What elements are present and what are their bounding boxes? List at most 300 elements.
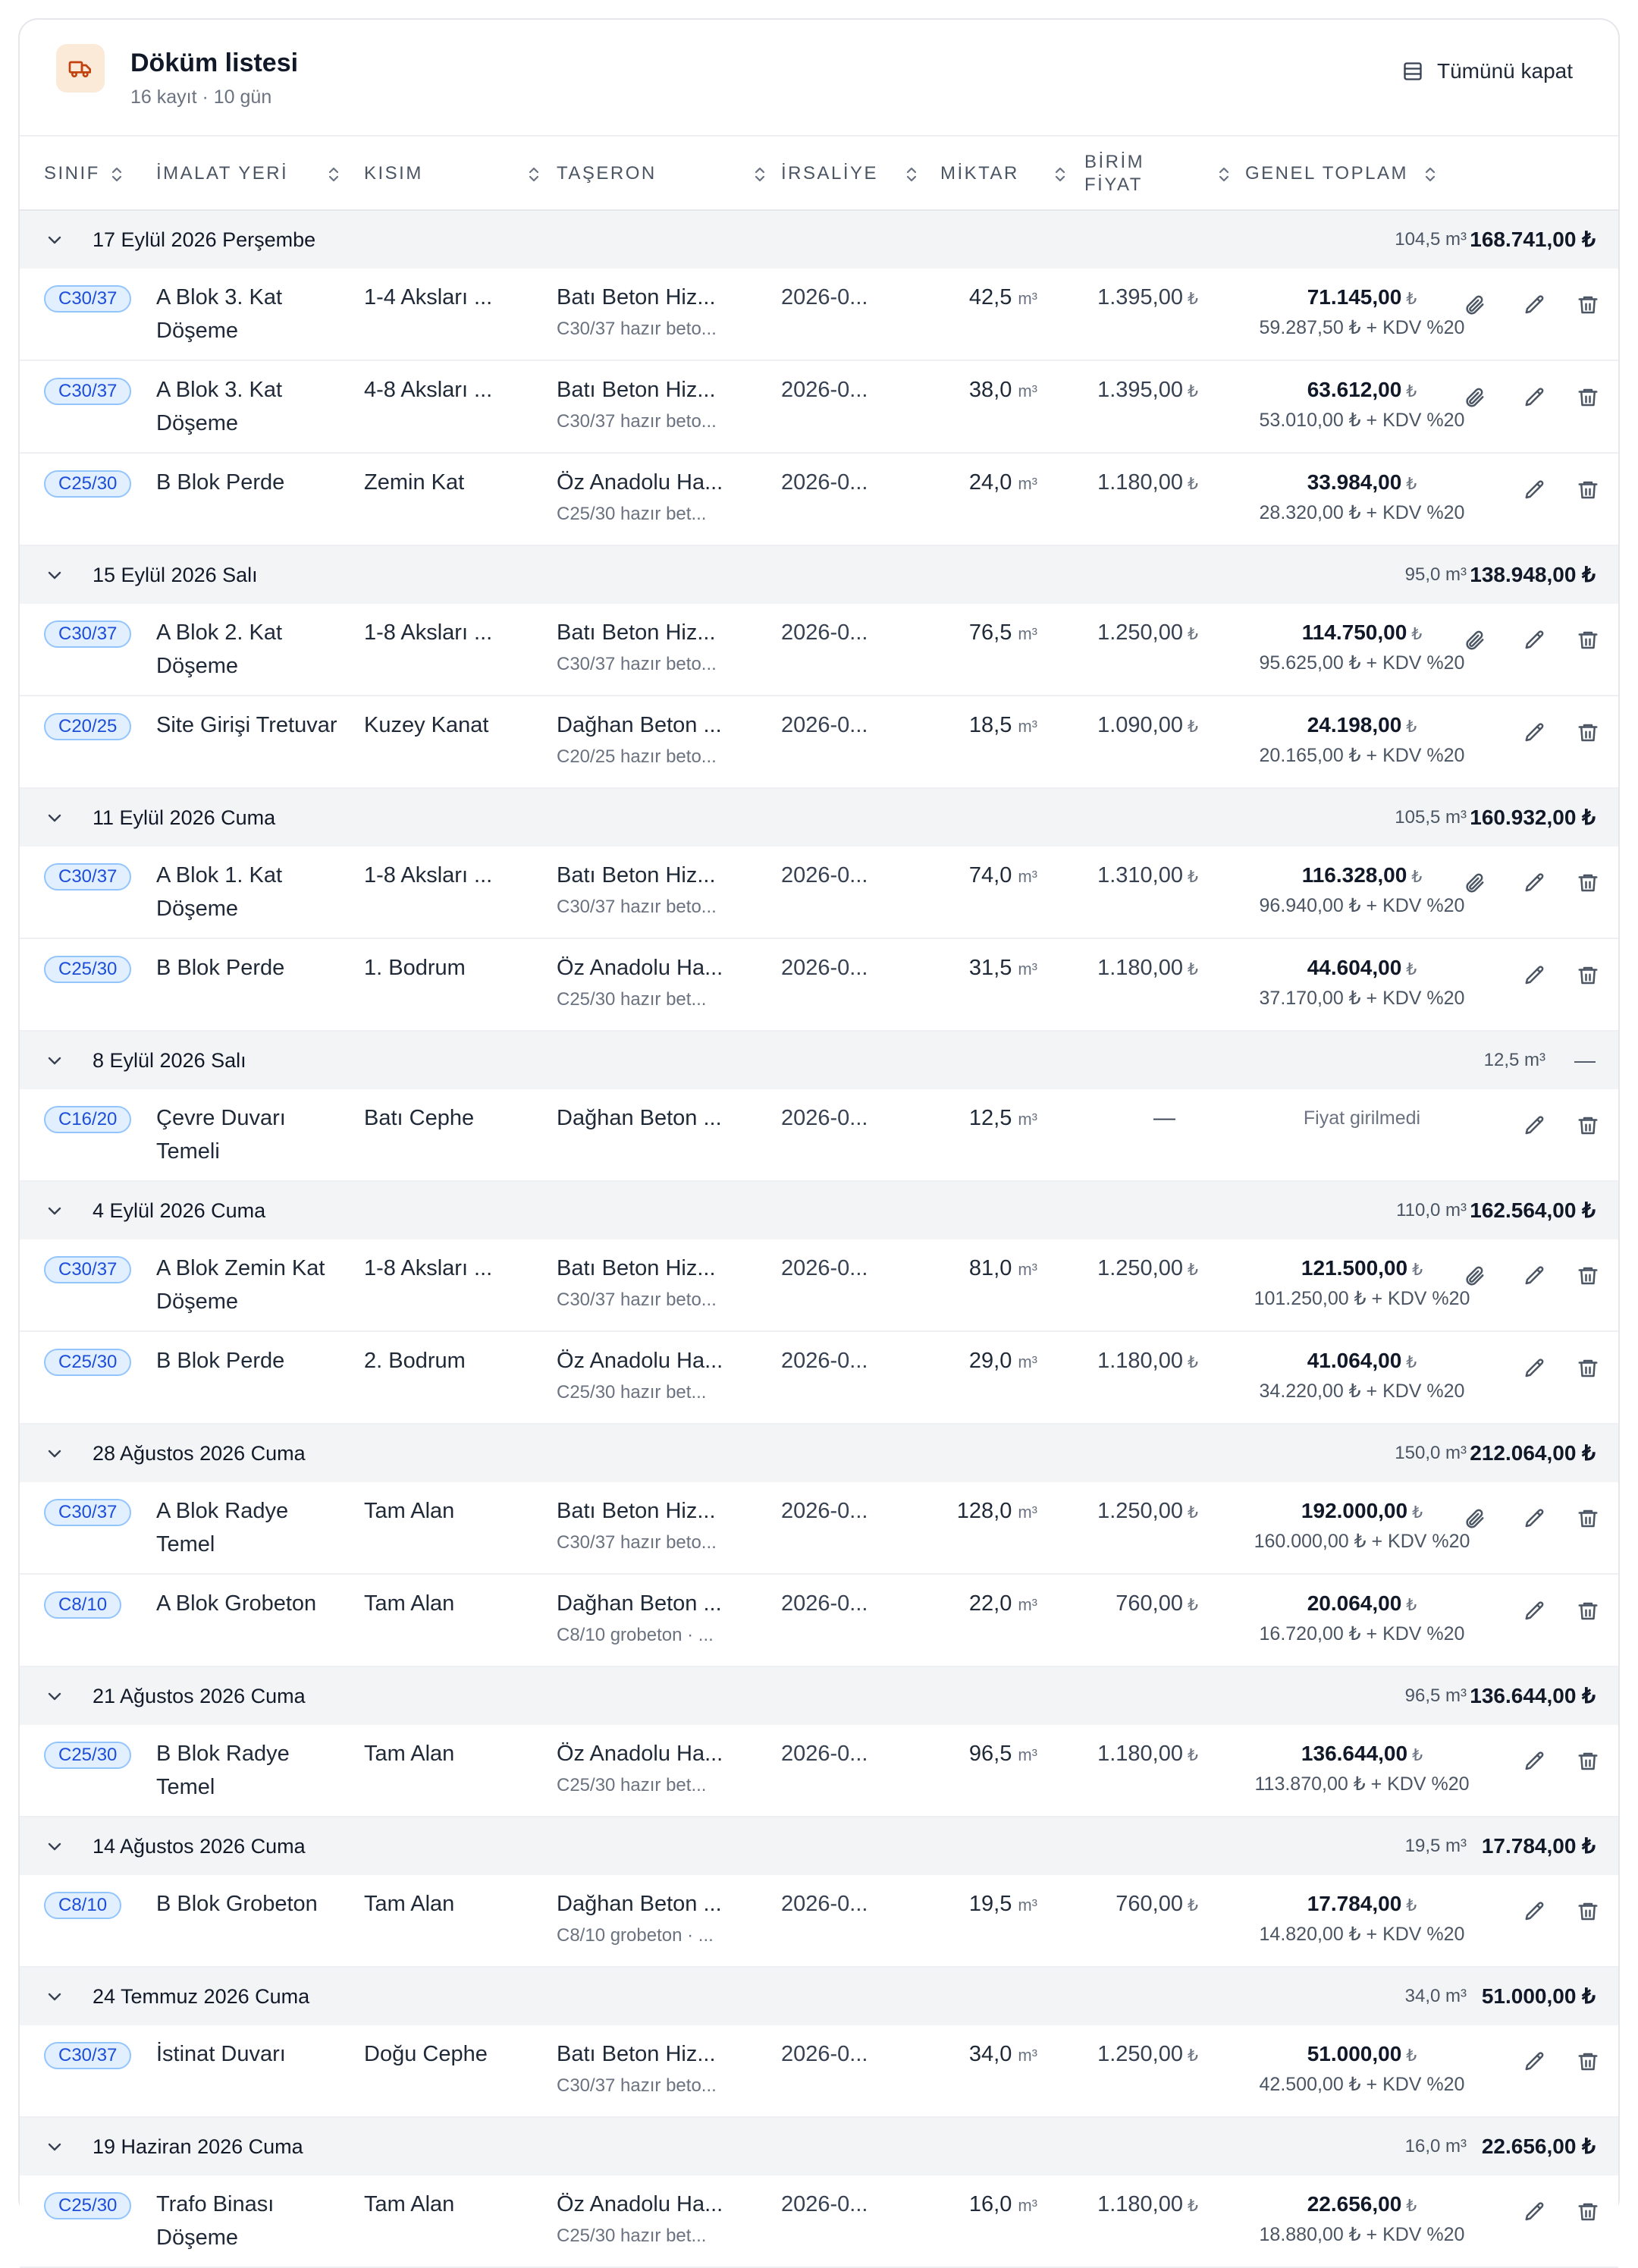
currency-symbol: ₺	[1188, 382, 1198, 401]
subcontractor-name: Batı Beton Hiz...	[557, 285, 716, 309]
grand-total	[1233, 373, 1491, 432]
chevron-down-icon[interactable]	[46, 1987, 64, 2006]
chevron-down-icon[interactable]	[46, 1051, 64, 1070]
column-label: GENEL TOPLAM	[1245, 163, 1408, 184]
chevron-down-icon[interactable]	[46, 809, 64, 827]
waybill-number: 2026-0...	[781, 1256, 868, 1280]
site-name: B Blok Perde	[156, 956, 285, 980]
subcontractor-description: C30/37 hazır beto...	[557, 654, 717, 674]
edit-button[interactable]	[1520, 960, 1550, 991]
date-group-header[interactable]	[20, 1425, 1618, 1482]
group-quantity	[1395, 1425, 1467, 1482]
group-toggle[interactable]	[46, 1202, 64, 1224]
group-quantity-unit: m³	[1445, 229, 1467, 250]
waybill-number: 2026-0...	[781, 1742, 868, 1766]
part-name: Doğu Cephe	[364, 2042, 488, 2066]
subcontractor-description: C25/30 hazır bet...	[557, 989, 707, 1010]
grand-total-amount	[1233, 859, 1491, 894]
group-toggle[interactable]	[46, 1687, 64, 1709]
trash-icon	[1577, 721, 1599, 744]
sort-icon	[528, 165, 540, 189]
currency-symbol: ₺	[1406, 2046, 1417, 2065]
paperclip-icon	[1463, 1507, 1486, 1530]
edit-button[interactable]	[1520, 1746, 1550, 1776]
grand-total	[1233, 859, 1491, 918]
table-row[interactable]	[20, 939, 1618, 1032]
pencil-icon	[1523, 1750, 1546, 1773]
quantity	[969, 281, 1037, 316]
edit-button[interactable]	[1520, 1503, 1550, 1534]
grand-total	[1233, 1887, 1491, 1946]
pencil-icon	[1523, 1507, 1546, 1530]
delete-button[interactable]	[1573, 290, 1603, 320]
quantity-value: 19,5	[968, 1892, 1012, 1916]
net-plus-vat: 95.625,00 ₺ + KDV %20	[1259, 652, 1465, 674]
quantity	[969, 951, 1037, 986]
unit-price	[1116, 1887, 1198, 1922]
currency-symbol: ₺	[1412, 1745, 1423, 1764]
site-name: A Blok 3. Kat Döşeme	[156, 378, 283, 435]
net-plus-vat: 160.000,00 ₺ + KDV %20	[1254, 1531, 1470, 1552]
table-row[interactable]	[20, 1089, 1618, 1182]
delete-button[interactable]	[1573, 960, 1603, 991]
attachment-button[interactable]	[1459, 625, 1489, 655]
column-header-waybill[interactable]	[781, 137, 878, 211]
column-label: KISIM	[364, 163, 423, 184]
unit-price	[1097, 1737, 1198, 1772]
table-body	[20, 211, 1618, 2268]
trash-icon	[1577, 2050, 1599, 2073]
delete-button[interactable]	[1573, 2197, 1603, 2227]
delete-button[interactable]	[1573, 868, 1603, 898]
unit-price-value: 1.395,00	[1097, 285, 1183, 309]
date-group-header[interactable]	[20, 1968, 1618, 2025]
column-label-line: BİRİM	[1084, 152, 1145, 172]
group-date: 24 Temmuz 2026 Cuma	[93, 1985, 310, 2008]
quantity-unit: m³	[1018, 1595, 1037, 1614]
delete-button[interactable]	[1573, 1261, 1603, 1291]
net-plus-vat: 113.870,00 ₺ + KDV %20	[1254, 1773, 1470, 1795]
waybill-number: 2026-0...	[781, 1499, 868, 1523]
chevron-down-icon[interactable]	[46, 1444, 64, 1462]
table-row[interactable]	[20, 1575, 1618, 1667]
pencil-icon	[1523, 629, 1546, 652]
group-total: 138.948,00 ₺	[1470, 563, 1596, 586]
group-date: 28 Ağustos 2026 Cuma	[93, 1442, 306, 1465]
trash-icon	[1577, 479, 1599, 501]
currency-symbol: ₺	[1406, 474, 1417, 493]
currency-symbol: ₺	[1188, 2046, 1198, 2065]
group-quantity-unit: m³	[1445, 2136, 1467, 2156]
chevron-down-icon[interactable]	[46, 1687, 64, 1705]
date-group-header[interactable]	[20, 2118, 1618, 2175]
grand-total-value: 44.604,00	[1307, 956, 1402, 979]
currency-symbol: ₺	[1406, 2196, 1417, 2215]
edit-button[interactable]	[1520, 1596, 1550, 1626]
currency-symbol: ₺	[1411, 867, 1423, 886]
quantity	[969, 1101, 1037, 1136]
subcontractor-name: Dağhan Beton ...	[557, 713, 722, 737]
edit-button[interactable]	[1520, 868, 1550, 898]
delete-button[interactable]	[1573, 382, 1603, 413]
table-row[interactable]	[20, 1332, 1618, 1425]
grand-total-amount	[1233, 1344, 1491, 1379]
quantity-unit: m³	[1018, 382, 1037, 401]
part-name: 1-4 Aksları ...	[364, 285, 493, 309]
quantity-value: 16,0	[968, 2192, 1012, 2216]
grand-total-amount	[1233, 1887, 1491, 1922]
part-name: Batı Cephe	[364, 1106, 475, 1130]
quantity-unit: m³	[1018, 2046, 1037, 2065]
date-group-header[interactable]	[20, 1182, 1618, 1239]
waybill-number: 2026-0...	[781, 2042, 868, 2066]
delete-button[interactable]	[1573, 625, 1603, 655]
pencil-icon	[1523, 386, 1546, 409]
site-name: A Blok 3. Kat Döşeme	[156, 285, 283, 343]
group-quantity-unit: m³	[1445, 564, 1467, 585]
edit-button[interactable]	[1520, 1896, 1550, 1927]
table-row[interactable]	[20, 604, 1618, 696]
column-header-quantity[interactable]	[940, 137, 1019, 211]
waybill-number: 2026-0...	[781, 1106, 868, 1130]
grand-total-value: 20.064,00	[1307, 1591, 1402, 1615]
edit-button[interactable]	[1520, 475, 1550, 505]
part-name: Tam Alan	[364, 1591, 455, 1616]
unit-price-value: 1.250,00	[1097, 1499, 1183, 1523]
table-row[interactable]	[20, 269, 1618, 361]
column-header-unit-price[interactable]	[1084, 137, 1144, 211]
grand-total-amount	[1233, 373, 1491, 408]
attachment-button[interactable]	[1459, 868, 1489, 898]
unit-price	[1097, 616, 1198, 651]
grand-total	[1233, 1737, 1491, 1796]
site-name: B Blok Grobeton	[156, 1892, 318, 1916]
currency-symbol: ₺	[1406, 1896, 1417, 1915]
attachment-button[interactable]	[1459, 290, 1489, 320]
edit-button[interactable]	[1520, 718, 1550, 748]
table-row[interactable]	[20, 847, 1618, 939]
site-name: A Blok Radye Temel	[156, 1499, 289, 1557]
table-icon	[1402, 61, 1423, 82]
column-header-part[interactable]	[364, 137, 423, 211]
currency-symbol: ₺	[1412, 1260, 1423, 1279]
net-plus-vat: 42.500,00 ₺ + KDV %20	[1259, 2074, 1465, 2095]
grand-total	[1233, 1252, 1491, 1311]
group-quantity-unit: m³	[1445, 807, 1467, 828]
group-quantity-unit: m³	[1524, 1050, 1545, 1070]
date-group-header[interactable]	[20, 1817, 1618, 1875]
subcontractor-description: C30/37 hazır beto...	[557, 2075, 717, 2096]
delete-button[interactable]	[1573, 1596, 1603, 1626]
sort-icon	[1218, 165, 1230, 189]
currency-symbol: ₺	[1188, 1595, 1198, 1614]
chevron-down-icon[interactable]	[46, 231, 64, 249]
grand-total	[1233, 708, 1491, 768]
net-plus-vat: 18.880,00 ₺ + KDV %20	[1259, 2224, 1465, 2245]
table-row[interactable]	[20, 1482, 1618, 1575]
grand-total-amount	[1233, 708, 1491, 743]
concrete-class-badge: C25/30	[44, 470, 131, 498]
trash-icon	[1577, 1507, 1599, 1530]
subcontractor-description: C30/37 hazır beto...	[557, 319, 717, 339]
date-group-header[interactable]	[20, 1667, 1618, 1725]
quantity	[969, 708, 1037, 743]
trash-icon	[1577, 2200, 1599, 2223]
table-row[interactable]	[20, 1725, 1618, 1817]
table-row[interactable]	[20, 1239, 1618, 1332]
quantity-unit: m³	[1018, 624, 1037, 643]
quantity-unit: m³	[1018, 960, 1037, 979]
attachment-button[interactable]	[1459, 382, 1489, 413]
group-date: 14 Ağustos 2026 Cuma	[93, 1835, 306, 1858]
unit-price-value: 1.180,00	[1097, 1742, 1183, 1766]
unit-price	[1097, 1252, 1198, 1286]
site-name: Trafo Binası Döşeme	[156, 2192, 275, 2250]
date-group-header[interactable]	[20, 546, 1618, 604]
quantity	[969, 1587, 1037, 1622]
unit-price-value: —	[1153, 1106, 1175, 1130]
currency-symbol: ₺	[1188, 624, 1198, 643]
unit-price	[1097, 708, 1198, 743]
chevron-down-icon[interactable]	[46, 566, 64, 584]
group-date: 17 Eylül 2026 Perşembe	[93, 228, 316, 251]
concrete-class-badge: C8/10	[44, 1591, 121, 1619]
group-date: 15 Eylül 2026 Salı	[93, 564, 258, 586]
table-row[interactable]	[20, 454, 1618, 546]
subcontractor-name: Batı Beton Hiz...	[557, 1499, 716, 1523]
group-quantity-value: 95,0	[1404, 564, 1441, 585]
currency-symbol: ₺	[1406, 960, 1417, 979]
subcontractor-description: C8/10 grobeton · ...	[557, 1925, 714, 1946]
date-group-header[interactable]	[20, 789, 1618, 847]
delete-button[interactable]	[1573, 1746, 1603, 1776]
pencil-icon	[1523, 1114, 1546, 1137]
column-header-grand-total[interactable]	[1245, 137, 1408, 211]
currency-symbol: ₺	[1188, 474, 1198, 493]
table-row[interactable]	[20, 361, 1618, 454]
group-quantity	[1405, 546, 1467, 604]
edit-button[interactable]	[1520, 625, 1550, 655]
delete-button[interactable]	[1573, 2047, 1603, 2077]
edit-button[interactable]	[1520, 1261, 1550, 1291]
site-name: A Blok Zemin Kat Döşeme	[156, 1256, 325, 1314]
grand-total	[1233, 281, 1491, 340]
group-quantity	[1405, 1667, 1467, 1725]
quantity-unit: m³	[1018, 1503, 1037, 1522]
group-quantity	[1405, 1968, 1467, 2025]
paperclip-icon	[1463, 386, 1486, 409]
subcontractor-name: Dağhan Beton ...	[557, 1591, 722, 1616]
delete-button[interactable]	[1573, 1110, 1603, 1141]
column-label: İMALAT YERİ	[156, 163, 289, 184]
subcontractor-description: C30/37 hazır beto...	[557, 897, 717, 917]
trash-icon	[1577, 872, 1599, 894]
sort-icon	[905, 165, 918, 189]
table-row[interactable]	[20, 1875, 1618, 1968]
quantity	[969, 2037, 1037, 2072]
quantity-value: 38,0	[968, 378, 1012, 402]
table-row[interactable]	[20, 696, 1618, 789]
trash-icon	[1577, 294, 1599, 316]
chevron-down-icon[interactable]	[46, 2138, 64, 2156]
edit-button[interactable]	[1520, 2047, 1550, 2077]
grand-total-value: 114.750,00	[1301, 620, 1407, 644]
unit-price	[1097, 373, 1198, 408]
no-price-label: Fiyat girilmedi	[1303, 1107, 1421, 1129]
waybill-number: 2026-0...	[781, 863, 868, 887]
column-label: SINIF	[44, 163, 100, 184]
attachment-button[interactable]	[1459, 1261, 1489, 1291]
unit-price	[1116, 1587, 1198, 1622]
unit-price-value: 1.310,00	[1097, 863, 1183, 887]
page-subtitle: 16 kayıt · 10 gün	[130, 86, 272, 108]
pencil-icon	[1523, 1600, 1546, 1622]
group-total: 162.564,00 ₺	[1470, 1198, 1596, 1222]
truck-icon-box	[56, 44, 105, 93]
column-header-site[interactable]	[156, 137, 288, 211]
grand-total-value: 51.000,00	[1307, 2042, 1402, 2065]
concrete-class-badge: C30/37	[44, 285, 131, 313]
group-toggle[interactable]	[46, 2138, 64, 2160]
group-quantity-unit: m³	[1445, 1986, 1467, 2006]
chevron-down-icon[interactable]	[46, 1837, 64, 1855]
group-toggle[interactable]	[46, 809, 64, 831]
attachment-button[interactable]	[1459, 1503, 1489, 1534]
date-group-header[interactable]	[20, 211, 1618, 269]
site-name: B Blok Perde	[156, 1349, 285, 1373]
group-total: 22.656,00 ₺	[1481, 2134, 1596, 2158]
unit-price-value: 1.180,00	[1097, 2192, 1183, 2216]
edit-button[interactable]	[1520, 1110, 1550, 1141]
chevron-down-icon[interactable]	[46, 1202, 64, 1220]
edit-button[interactable]	[1520, 2197, 1550, 2227]
quantity	[969, 373, 1037, 408]
quantity-unit: m³	[1018, 1352, 1037, 1371]
quantity	[969, 1252, 1037, 1286]
quantity	[969, 2188, 1037, 2222]
table-row[interactable]	[20, 2025, 1618, 2118]
group-quantity-value: 16,0	[1404, 2136, 1441, 2156]
grand-total-amount	[1233, 616, 1491, 651]
currency-symbol: ₺	[1188, 867, 1198, 886]
net-plus-vat: 96.940,00 ₺ + KDV %20	[1259, 895, 1465, 916]
quantity-value: 29,0	[968, 1349, 1012, 1373]
table-row[interactable]	[20, 2175, 1618, 2268]
delete-button[interactable]	[1573, 718, 1603, 748]
column-header-class[interactable]	[44, 137, 100, 211]
group-toggle[interactable]	[46, 1444, 64, 1466]
concrete-class-badge: C30/37	[44, 378, 131, 405]
currency-symbol: ₺	[1188, 2196, 1198, 2215]
grand-total-value: 121.500,00	[1301, 1256, 1408, 1280]
grand-total	[1233, 1344, 1491, 1403]
pencil-icon	[1523, 964, 1546, 987]
quantity	[969, 1887, 1037, 1922]
edit-button[interactable]	[1520, 382, 1550, 413]
edit-button[interactable]	[1520, 1353, 1550, 1384]
concrete-class-badge: C8/10	[44, 1892, 121, 1919]
quantity-unit: m³	[1018, 1745, 1037, 1764]
unit-price	[1097, 281, 1198, 316]
waybill-number: 2026-0...	[781, 620, 868, 645]
grand-total	[1233, 2037, 1491, 2097]
grand-total	[1233, 1101, 1491, 1135]
column-header-subcontractor[interactable]	[557, 137, 657, 211]
unit-price-value: 1.180,00	[1097, 470, 1183, 495]
quantity-value: 12,5	[968, 1106, 1012, 1130]
quantity-value: 74,0	[968, 863, 1012, 887]
group-quantity	[1396, 1182, 1467, 1239]
sort-icon	[111, 165, 123, 189]
quantity	[969, 859, 1037, 894]
pencil-icon	[1523, 479, 1546, 501]
pencil-icon	[1523, 2200, 1546, 2223]
group-date: 11 Eylül 2026 Cuma	[93, 806, 276, 829]
delete-button[interactable]	[1573, 475, 1603, 505]
group-toggle[interactable]	[46, 1837, 64, 1859]
concrete-class-badge: C25/30	[44, 2192, 131, 2219]
waybill-number: 2026-0...	[781, 1892, 868, 1916]
group-toggle[interactable]	[46, 1051, 64, 1073]
column-label: İRSALİYE	[781, 163, 879, 184]
collapse-all-button[interactable]	[1402, 55, 1573, 88]
trash-icon	[1577, 964, 1599, 987]
quantity-value: 34,0	[968, 2042, 1012, 2066]
grand-total-value: 33.984,00	[1307, 470, 1402, 494]
group-toggle[interactable]	[46, 566, 64, 588]
net-plus-vat: 34.220,00 ₺ + KDV %20	[1259, 1381, 1465, 1402]
net-plus-vat: 59.287,50 ₺ + KDV %20	[1259, 317, 1465, 338]
concrete-class-badge: C20/25	[44, 713, 131, 740]
group-quantity-value: 104,5	[1395, 229, 1441, 250]
delete-button[interactable]	[1573, 1896, 1603, 1927]
quantity-value: 24,0	[968, 470, 1012, 495]
delete-button[interactable]	[1573, 1353, 1603, 1384]
pencil-icon	[1523, 721, 1546, 744]
paperclip-icon	[1463, 1264, 1486, 1287]
net-plus-vat: 28.320,00 ₺ + KDV %20	[1259, 502, 1465, 523]
subcontractor-description: C25/30 hazır bet...	[557, 504, 707, 524]
unit-price-value: 760,00	[1116, 1591, 1183, 1616]
quantity-value: 76,5	[968, 620, 1012, 645]
waybill-number: 2026-0...	[781, 1349, 868, 1373]
edit-button[interactable]	[1520, 290, 1550, 320]
grand-total-value: 192.000,00	[1301, 1499, 1408, 1522]
unit-price-value: 1.250,00	[1097, 2042, 1183, 2066]
quantity-unit: m³	[1018, 867, 1037, 886]
group-toggle[interactable]	[46, 1987, 64, 2009]
subcontractor-name: Öz Anadolu Ha...	[557, 2192, 723, 2216]
unit-price-value: 1.180,00	[1097, 956, 1183, 980]
date-group-header[interactable]	[20, 1032, 1618, 1089]
unit-price-value: 1.090,00	[1097, 713, 1183, 737]
subcontractor-description: C25/30 hazır bet...	[557, 2226, 707, 2246]
concrete-class-badge: C30/37	[44, 1499, 131, 1526]
grand-total	[1233, 1587, 1491, 1646]
grand-total-value: 116.328,00	[1301, 863, 1407, 887]
delete-button[interactable]	[1573, 1503, 1603, 1534]
group-quantity	[1395, 789, 1467, 847]
quantity-value: 18,5	[968, 713, 1012, 737]
group-toggle[interactable]	[46, 231, 64, 253]
group-date: 4 Eylül 2026 Cuma	[93, 1199, 266, 1222]
subcontractor-description: C30/37 hazır beto...	[557, 1289, 717, 1310]
column-label: TAŞERON	[557, 163, 657, 184]
net-plus-vat: 37.170,00 ₺ + KDV %20	[1259, 988, 1465, 1009]
part-name: Tam Alan	[364, 1892, 455, 1916]
currency-symbol: ₺	[1188, 960, 1198, 979]
subcontractor-name: Dağhan Beton ...	[557, 1106, 722, 1130]
